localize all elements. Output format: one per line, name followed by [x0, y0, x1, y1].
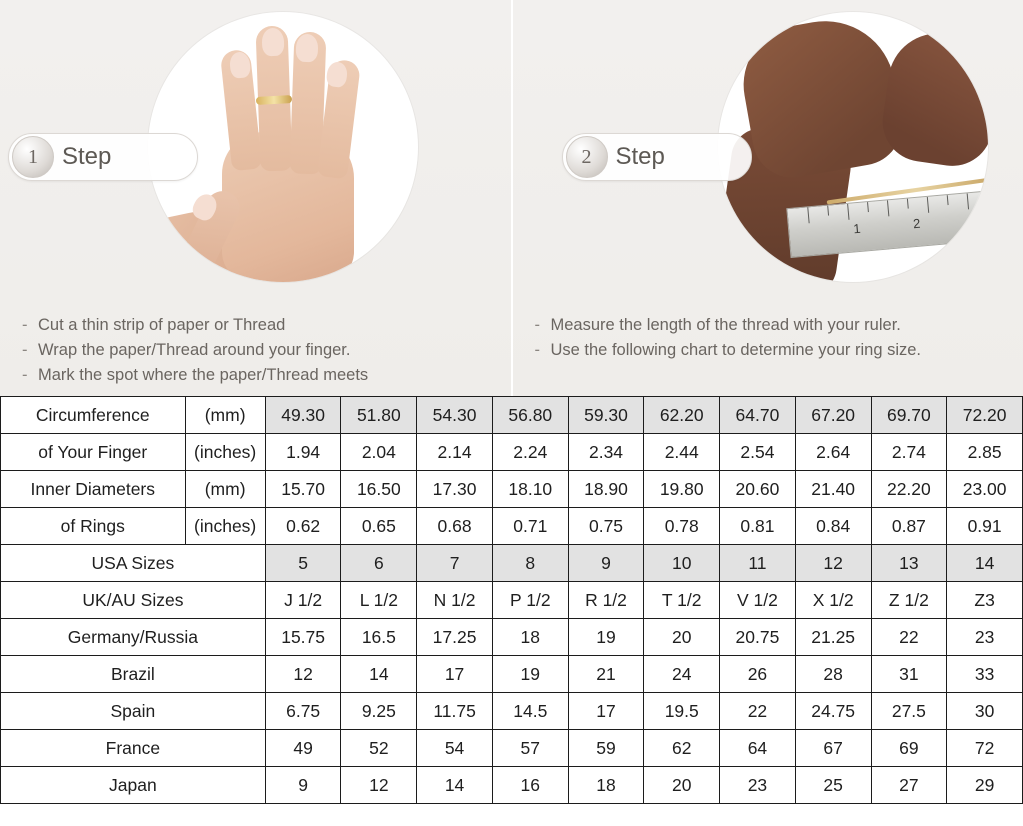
- cell: 62: [644, 730, 720, 767]
- cell: 62.20: [644, 397, 720, 434]
- ruler-number: 2: [911, 215, 921, 232]
- cell: L 1/2: [341, 582, 417, 619]
- cell: 15.75: [265, 619, 341, 656]
- table-row: [1, 471, 1023, 508]
- cell: 20: [644, 767, 720, 804]
- table-row: [1, 397, 1023, 434]
- cell: 14: [341, 656, 417, 693]
- row-label: UK/AU Sizes: [1, 582, 266, 619]
- fingernail-shape: [296, 34, 319, 63]
- step-word-1: Step: [62, 143, 112, 170]
- table-row: [1, 767, 1023, 804]
- row-unit: (mm): [185, 471, 265, 508]
- instruction-line: [22, 363, 497, 388]
- cell: 27.5: [871, 693, 947, 730]
- cell: 6: [341, 545, 417, 582]
- cell: 49.30: [265, 397, 341, 434]
- cell: 22: [871, 619, 947, 656]
- cell: 59.30: [568, 397, 644, 434]
- steps-section: [0, 0, 1023, 396]
- cell: 2.54: [720, 434, 796, 471]
- cell: 24: [644, 656, 720, 693]
- row-label: Germany/Russia: [1, 619, 266, 656]
- cell: 6.75: [265, 693, 341, 730]
- cell: 18.10: [492, 471, 568, 508]
- cell: 51.80: [341, 397, 417, 434]
- step-number-2: 2: [566, 136, 608, 178]
- cell: 21: [568, 656, 644, 693]
- cell: 12: [795, 545, 871, 582]
- bullet-dash-icon: -: [534, 316, 540, 334]
- cell: 17: [568, 693, 644, 730]
- cell: V 1/2: [720, 582, 796, 619]
- cell: 33: [947, 656, 1023, 693]
- instruction-text: Mark the spot where the paper/Thread meets: [38, 366, 369, 384]
- cell: 19.5: [644, 693, 720, 730]
- cell: 2.74: [871, 434, 947, 471]
- cell: Z 1/2: [871, 582, 947, 619]
- cell: 30: [947, 693, 1023, 730]
- cell: 0.75: [568, 508, 644, 545]
- ring-size-table: [0, 396, 1023, 804]
- cell: Z3: [947, 582, 1023, 619]
- cell: 9: [568, 545, 644, 582]
- table-row: [1, 545, 1023, 582]
- bullet-dash-icon: -: [22, 316, 28, 334]
- instruction-text: Cut a thin strip of paper or Thread: [38, 316, 286, 334]
- cell: 14.5: [492, 693, 568, 730]
- cell: 22.20: [871, 471, 947, 508]
- table-row: [1, 730, 1023, 767]
- cell: 19.80: [644, 471, 720, 508]
- cell: 52: [341, 730, 417, 767]
- cell: 18: [492, 619, 568, 656]
- cell: 5: [265, 545, 341, 582]
- table-row: [1, 656, 1023, 693]
- cell: 0.68: [417, 508, 493, 545]
- cell: 56.80: [492, 397, 568, 434]
- step-number-1: 1: [12, 136, 54, 178]
- cell: 67.20: [795, 397, 871, 434]
- cell: 23: [720, 767, 796, 804]
- cell: 2.14: [417, 434, 493, 471]
- ring-size-table-wrapper: [0, 396, 1023, 804]
- instruction-line: [22, 338, 497, 363]
- row-label: Circumference: [1, 397, 186, 434]
- table-row: [1, 693, 1023, 730]
- cell: 72.20: [947, 397, 1023, 434]
- cell: 16.50: [341, 471, 417, 508]
- row-label: Brazil: [1, 656, 266, 693]
- table-row: [1, 582, 1023, 619]
- step-badge-1: [8, 133, 198, 181]
- cell: 0.78: [644, 508, 720, 545]
- cell: 0.71: [492, 508, 568, 545]
- cell: 11.75: [417, 693, 493, 730]
- row-unit: (inches): [185, 508, 265, 545]
- cell: 7: [417, 545, 493, 582]
- cell: 28: [795, 656, 871, 693]
- cell: 64: [720, 730, 796, 767]
- cell: 11: [720, 545, 796, 582]
- instruction-line: [535, 313, 1010, 338]
- cell: 25: [795, 767, 871, 804]
- cell: 8: [492, 545, 568, 582]
- cell: 0.62: [265, 508, 341, 545]
- cell: 9.25: [341, 693, 417, 730]
- cell: 0.87: [871, 508, 947, 545]
- cell: 10: [644, 545, 720, 582]
- cell: 20: [644, 619, 720, 656]
- cell: 18: [568, 767, 644, 804]
- cell: 2.04: [341, 434, 417, 471]
- cell: 19: [492, 656, 568, 693]
- cell: J 1/2: [265, 582, 341, 619]
- row-label: USA Sizes: [1, 545, 266, 582]
- instruction-line: [22, 313, 497, 338]
- row-label: France: [1, 730, 266, 767]
- cell: 1.94: [265, 434, 341, 471]
- row-label: of Rings: [1, 508, 186, 545]
- fingernail-shape: [262, 28, 285, 57]
- row-unit: (inches): [185, 434, 265, 471]
- ruler-illustration: [718, 12, 988, 282]
- cell: 54: [417, 730, 493, 767]
- cell: 14: [947, 545, 1023, 582]
- cell: 59: [568, 730, 644, 767]
- bullet-dash-icon: -: [22, 366, 28, 384]
- step-panel-2: [513, 0, 1023, 396]
- cell: R 1/2: [568, 582, 644, 619]
- cell: 67: [795, 730, 871, 767]
- cell: 16.5: [341, 619, 417, 656]
- instruction-text: Measure the length of the thread with your ruler.: [550, 316, 901, 334]
- step-2-instructions: [535, 313, 1010, 363]
- cell: 27: [871, 767, 947, 804]
- row-label: Japan: [1, 767, 266, 804]
- instruction-text: Wrap the paper/Thread around your finger.: [38, 341, 351, 359]
- step-word-2: Step: [615, 143, 665, 170]
- ruler-number: 1: [852, 220, 861, 237]
- cell: 64.70: [720, 397, 796, 434]
- cell: 17: [417, 656, 493, 693]
- cell: 16: [492, 767, 568, 804]
- cell: 0.91: [947, 508, 1023, 545]
- cell: X 1/2: [795, 582, 871, 619]
- cell: 21.40: [795, 471, 871, 508]
- step-badge-2: [562, 133, 752, 181]
- cell: 17.30: [417, 471, 493, 508]
- ruler-number: 3: [971, 210, 981, 226]
- cell: 12: [265, 656, 341, 693]
- cell: 20.75: [720, 619, 796, 656]
- cell: 49: [265, 730, 341, 767]
- cell: T 1/2: [644, 582, 720, 619]
- row-label: of Your Finger: [1, 434, 186, 471]
- step-panel-1: [0, 0, 513, 396]
- step-1-instructions: [22, 313, 497, 388]
- cell: 0.65: [341, 508, 417, 545]
- right-hand-shape: [877, 27, 988, 171]
- bullet-dash-icon: -: [534, 341, 540, 359]
- cell: 54.30: [417, 397, 493, 434]
- cell: 24.75: [795, 693, 871, 730]
- cell: 57: [492, 730, 568, 767]
- cell: 2.44: [644, 434, 720, 471]
- cell: 69.70: [871, 397, 947, 434]
- cell: 2.64: [795, 434, 871, 471]
- instruction-text: Use the following chart to determine your ring size.: [550, 341, 922, 359]
- row-label: Inner Diameters: [1, 471, 186, 508]
- cell: 13: [871, 545, 947, 582]
- instruction-line: [535, 338, 1010, 363]
- cell: 29: [947, 767, 1023, 804]
- cell: 2.34: [568, 434, 644, 471]
- cell: 72: [947, 730, 1023, 767]
- cell: 9: [265, 767, 341, 804]
- cell: 18.90: [568, 471, 644, 508]
- cell: 20.60: [720, 471, 796, 508]
- cell: 26: [720, 656, 796, 693]
- cell: 15.70: [265, 471, 341, 508]
- table-row: [1, 508, 1023, 545]
- left-hand-shape: [734, 12, 908, 184]
- cell: 17.25: [417, 619, 493, 656]
- cell: 0.84: [795, 508, 871, 545]
- cell: 19: [568, 619, 644, 656]
- cell: 2.85: [947, 434, 1023, 471]
- cell: 23.00: [947, 471, 1023, 508]
- table-row: [1, 619, 1023, 656]
- cell: P 1/2: [492, 582, 568, 619]
- cell: 22: [720, 693, 796, 730]
- cell: 12: [341, 767, 417, 804]
- bullet-dash-icon: -: [22, 341, 28, 359]
- cell: 23: [947, 619, 1023, 656]
- cell: 0.81: [720, 508, 796, 545]
- table-row: [1, 434, 1023, 471]
- cell: N 1/2: [417, 582, 493, 619]
- cell: 31: [871, 656, 947, 693]
- row-label: Spain: [1, 693, 266, 730]
- thread-and-ruler-photo: [718, 12, 988, 282]
- row-unit: (mm): [185, 397, 265, 434]
- cell: 14: [417, 767, 493, 804]
- cell: 2.24: [492, 434, 568, 471]
- cell: 21.25: [795, 619, 871, 656]
- cell: 69: [871, 730, 947, 767]
